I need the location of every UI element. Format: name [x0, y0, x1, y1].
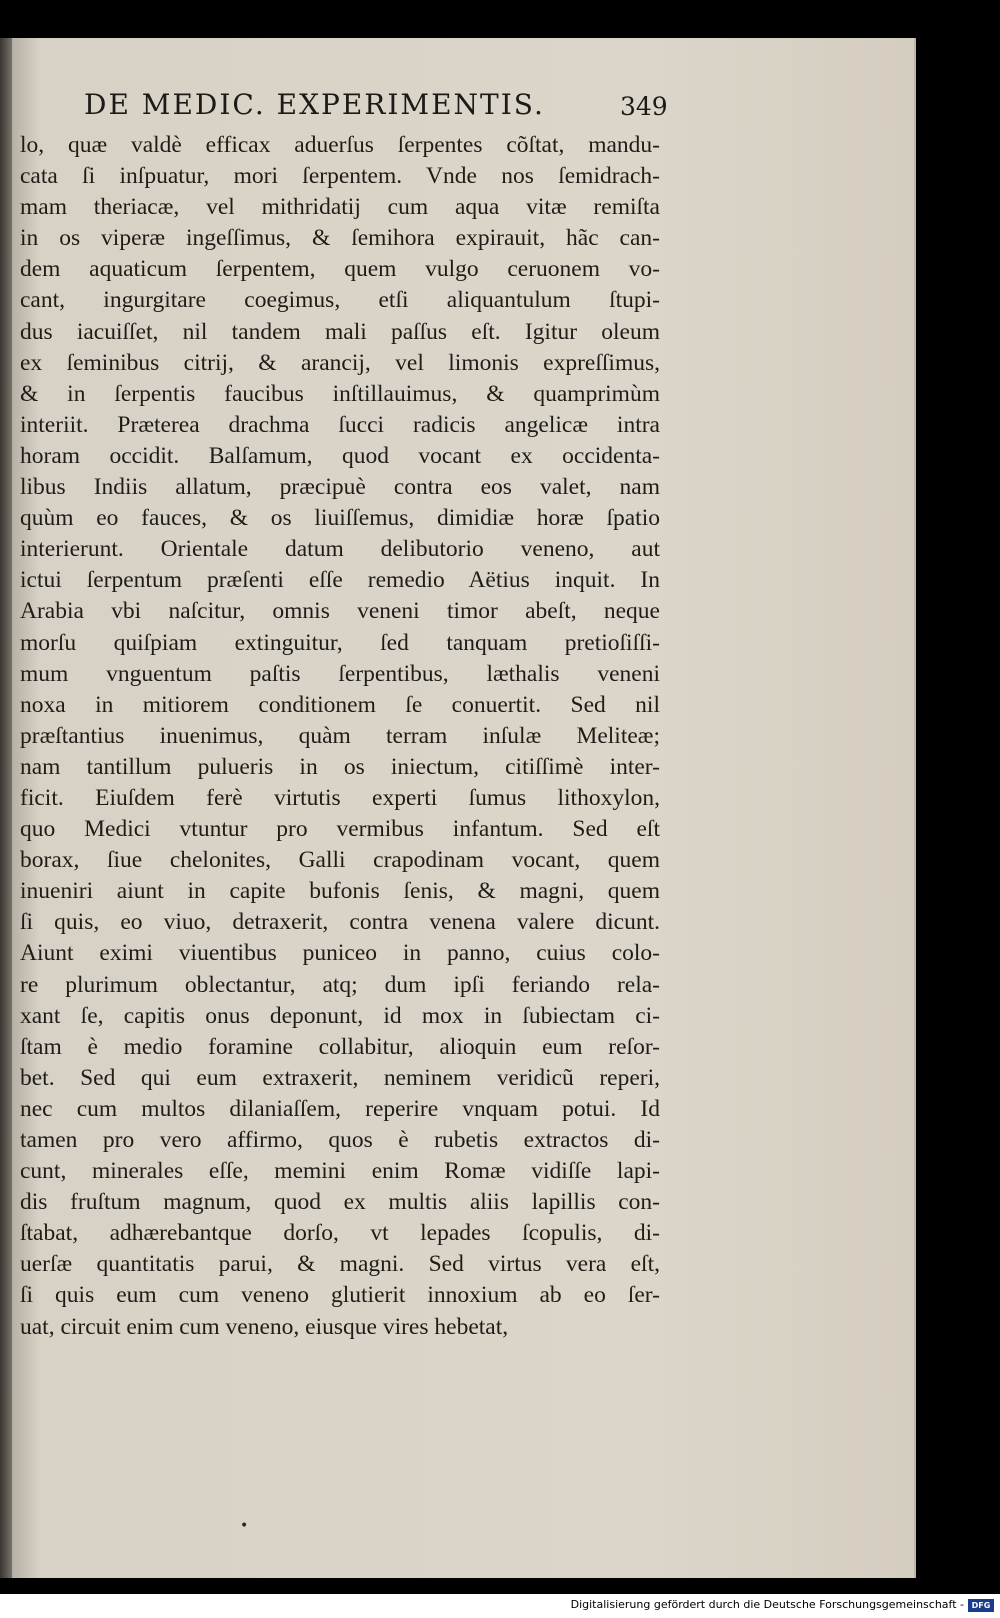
text-line: nam tantillum pulueris in os iniectum, citiſſimè inter- [20, 753, 660, 780]
text-line: uerſæ quantitatis parui, & magni. Sed virtus vera eſt, [20, 1251, 660, 1278]
text-line: ſtabat, adhærebantque dorſo, vt lepades ſcopulis, di- [20, 1220, 660, 1247]
digitization-footer [0, 1594, 1000, 1618]
text-line: Arabia vbi naſcitur, omnis veneni timor abeſt, neque [20, 598, 660, 625]
page-number: 349 [620, 92, 668, 121]
text-line: ſi quis eum cum veneno glutierit innoxium ab eo ſer- [20, 1282, 660, 1309]
book-page [0, 38, 916, 1578]
text-line: morſu quiſpiam extinguitur, ſed tanquam pretioſiſſi- [20, 629, 660, 656]
text-line: lo, quæ valdè efficax aduerſus ſerpentes cõſtat, mandu- [20, 132, 660, 158]
text-line: præſtantius inuenimus, quàm terram inſulæ Meliteæ; [20, 722, 660, 749]
text-line: nec cum multos dilaniaſſem, reperire vnquam potui. Id [20, 1095, 660, 1122]
text-line: mum vnguentum paſtis ſerpentibus, læthalis veneni [20, 660, 660, 687]
text-line: cant, ingurgitare coegimus, etſi aliquantulum ſtupi- [20, 287, 660, 314]
text-line: cunt, minerales eſſe, memini enim Romæ vidiſſe lapi- [20, 1158, 660, 1185]
text-line: quùm eo fauces, & os liuiſſemus, dimidiæ horæ ſpatio [20, 505, 660, 532]
signature-mark: • [240, 1518, 249, 1534]
text-line: in os viperæ ingeſſimus, & ſemihora expirauit, hãc can- [20, 225, 660, 252]
dfg-logo-icon: DFG [968, 1599, 994, 1612]
text-line: Aiunt eximi viuentibus puniceo in panno, cuius colo- [20, 940, 660, 967]
text-line: ſtam è medio foramine collabitur, alioquin eum reſor- [20, 1033, 660, 1060]
text-line: tamen pro vero affirmo, quos è rubetis extractos di- [20, 1127, 660, 1153]
text-line: ficit. Eiuſdem ferè virtutis experti ſumus lithoxylon, [20, 784, 660, 811]
text-line: interiit. Præterea drachma ſucci radicis angelicæ intra [20, 411, 660, 438]
text-line: quo Medici vtuntur pro vermibus infantum. Sed eſt [20, 816, 660, 843]
text-line: bet. Sed qui eum extraxerit, neminem veridicũ reperi, [20, 1064, 660, 1091]
text-line: libus Indiis allatum, præcipuè contra eos valet, nam [20, 474, 660, 501]
text-line: noxa in mitiorem conditionem ſe conuertit. Sed nil [20, 691, 660, 718]
text-line: xant ſe, capitis onus deponunt, id mox in ſubiectam ci- [20, 1002, 660, 1029]
text-line: re plurimum oblectantur, atq; dum ipſi feriando rela- [20, 971, 660, 998]
text-line: dem aquaticum ſerpentem, quem vulgo ceruonem vo- [20, 256, 660, 283]
text-line: borax, ſiue chelonites, Galli crapodinam vocant, quem [20, 847, 660, 874]
body-text [20, 130, 660, 1343]
text-line: & in ſerpentis faucibus inſtillauimus, & quamprimùm [20, 380, 660, 407]
running-title: DE MEDIC. EXPERIMENTIS. [84, 88, 545, 121]
text-line: dis fruſtum magnum, quod ex multis aliis lapillis con- [20, 1189, 660, 1216]
text-line: horam occidit. Balſamum, quod vocant ex occidenta- [20, 442, 660, 469]
text-line: ex ſeminibus citrij, & arancij, vel limonis expreſſimus, [20, 349, 660, 376]
text-line: mam theriacæ, vel mithridatij cum aqua vitæ remiſta [20, 194, 660, 221]
funding-credit: Digitalisierung gefördert durch die Deutsche Forschungsgemeinschaft - [570, 1598, 964, 1611]
text-line: cata ſi inſpuatur, mori ſerpentem. Vnde nos ſemidrach- [20, 163, 660, 190]
text-line: uat, circuit enim cum veneno, eiusque vires hebetat, [20, 1313, 509, 1340]
text-line: dus iacuiſſet, nil tandem mali paſſus eſt. Igitur oleum [20, 318, 660, 345]
text-line: inueniri aiunt in capite bufonis ſenis, & magni, quem [20, 878, 660, 905]
text-line: ſi quis, eo viuo, detraxerit, contra venena valere dicunt. [20, 909, 660, 936]
page-gutter-shadow [0, 38, 12, 1578]
text-line: ictui ſerpentum præſenti eſſe remedio Aëtius inquit. In [20, 567, 660, 594]
text-line: interierunt. Orientale datum delibutorio veneno, aut [20, 536, 660, 563]
